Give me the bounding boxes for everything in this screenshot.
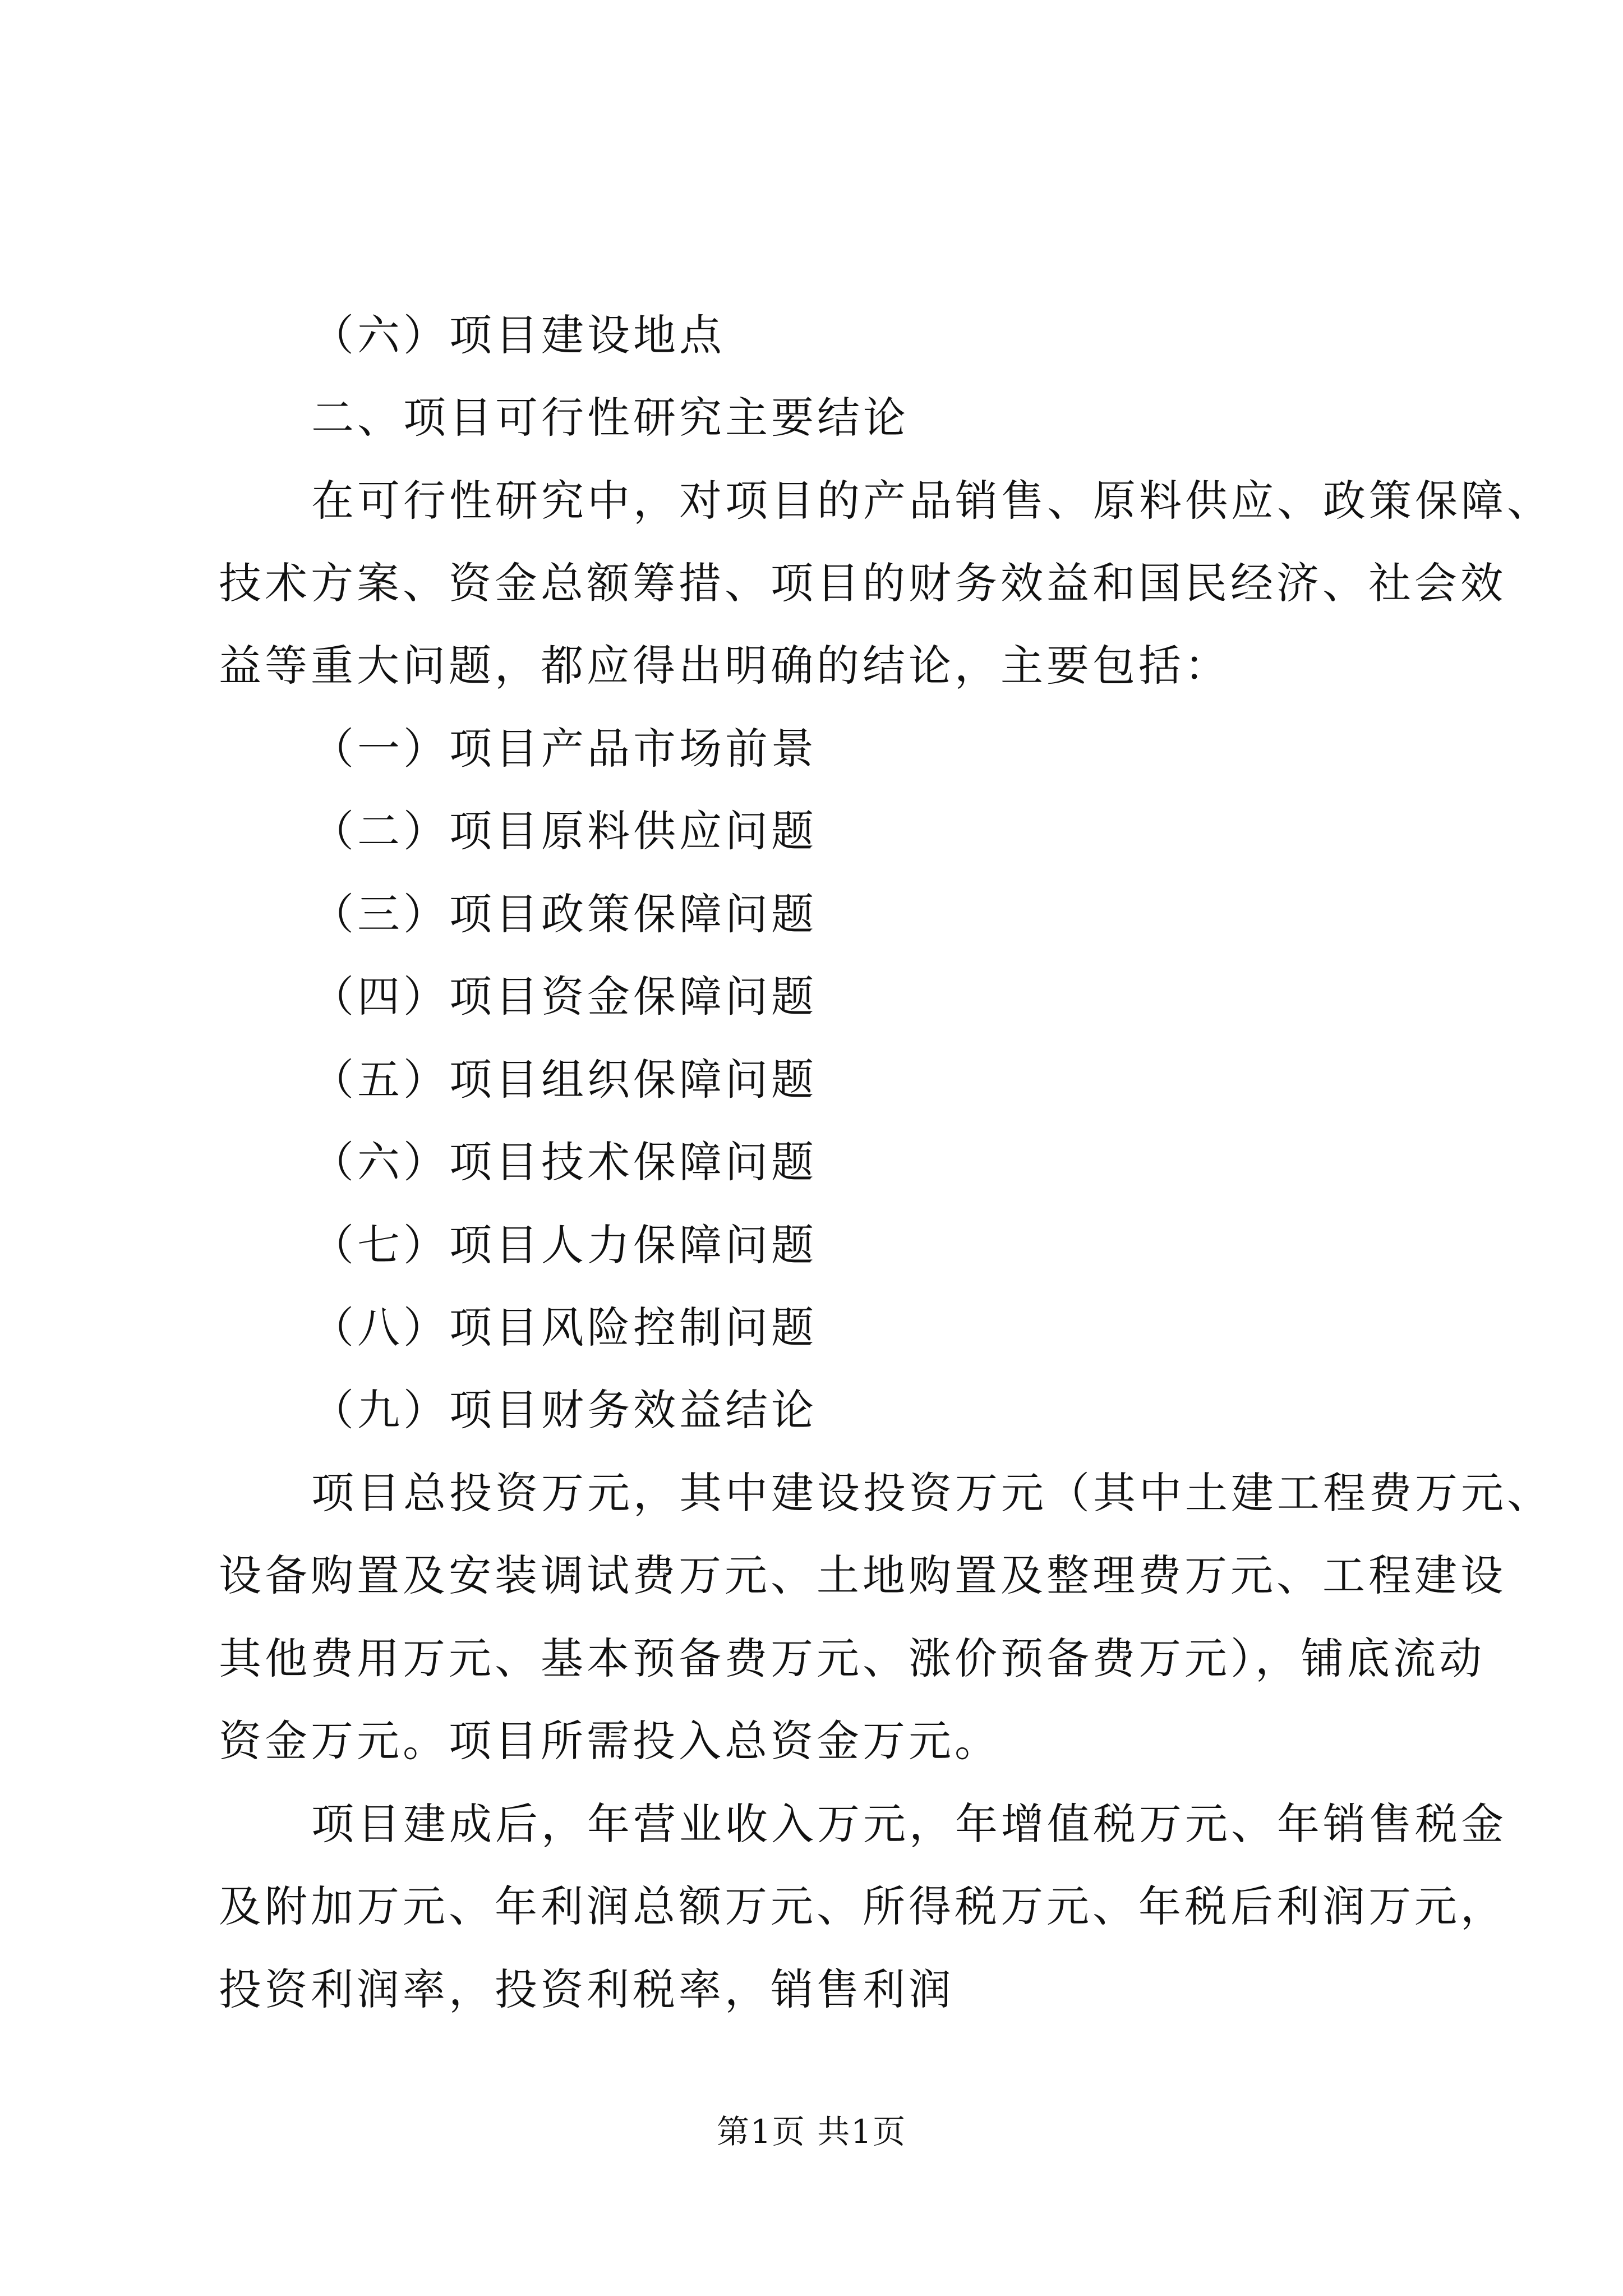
paragraph-1-line-2: 技术方案、资金总额筹措、项目的财务效益和国民经济、社会效 <box>219 558 1506 608</box>
paragraph-2-line-1: 项目总投资万元，其中建设投资万元（其中土建工程费万元、 <box>311 1468 1553 1518</box>
list-item-5: （五）项目组织保障问题 <box>311 1055 817 1105</box>
paragraph-3-line-1: 项目建成后，年营业收入万元，年增值税万元、年销售税金 <box>311 1799 1507 1849</box>
list-item-7: （七）项目人力保障问题 <box>311 1220 817 1270</box>
paragraph-1-line-3: 益等重大问题，都应得出明确的结论，主要包括： <box>219 641 1230 691</box>
page-footer: 第1页 共1页 <box>716 2113 907 2151</box>
subsection-heading-6-location: （六）项目建设地点 <box>311 310 725 360</box>
list-item-4: （四）项目资金保障问题 <box>311 972 817 1022</box>
list-item-2: （二）项目原料供应问题 <box>311 806 817 856</box>
paragraph-2-line-4: 资金万元。项目所需投入总资金万元。 <box>219 1716 1000 1766</box>
paragraph-3-line-3: 投资利润率，投资利税率，销售利润 <box>219 1964 955 2014</box>
paragraph-2-line-3: 其他费用万元、基本预备费万元、涨价预备费万元），铺底流动 <box>219 1634 1485 1683</box>
list-item-1: （一）项目产品市场前景 <box>311 724 817 774</box>
section-heading-2-conclusions: 二、项目可行性研究主要结论 <box>311 393 909 443</box>
list-item-6: （六）项目技术保障问题 <box>311 1137 817 1187</box>
list-item-8: （八）项目风险控制问题 <box>311 1303 817 1352</box>
list-item-9: （九）项目财务效益结论 <box>311 1385 817 1435</box>
list-item-3: （三）项目政策保障问题 <box>311 889 817 939</box>
paragraph-1-line-1: 在可行性研究中，对项目的产品销售、原料供应、政策保障、 <box>311 476 1553 526</box>
paragraph-2-line-2: 设备购置及安装调试费万元、土地购置及整理费万元、工程建设 <box>219 1550 1506 1600</box>
paragraph-3-line-2: 及附加万元、年利润总额万元、所得税万元、年税后利润万元， <box>219 1881 1506 1931</box>
